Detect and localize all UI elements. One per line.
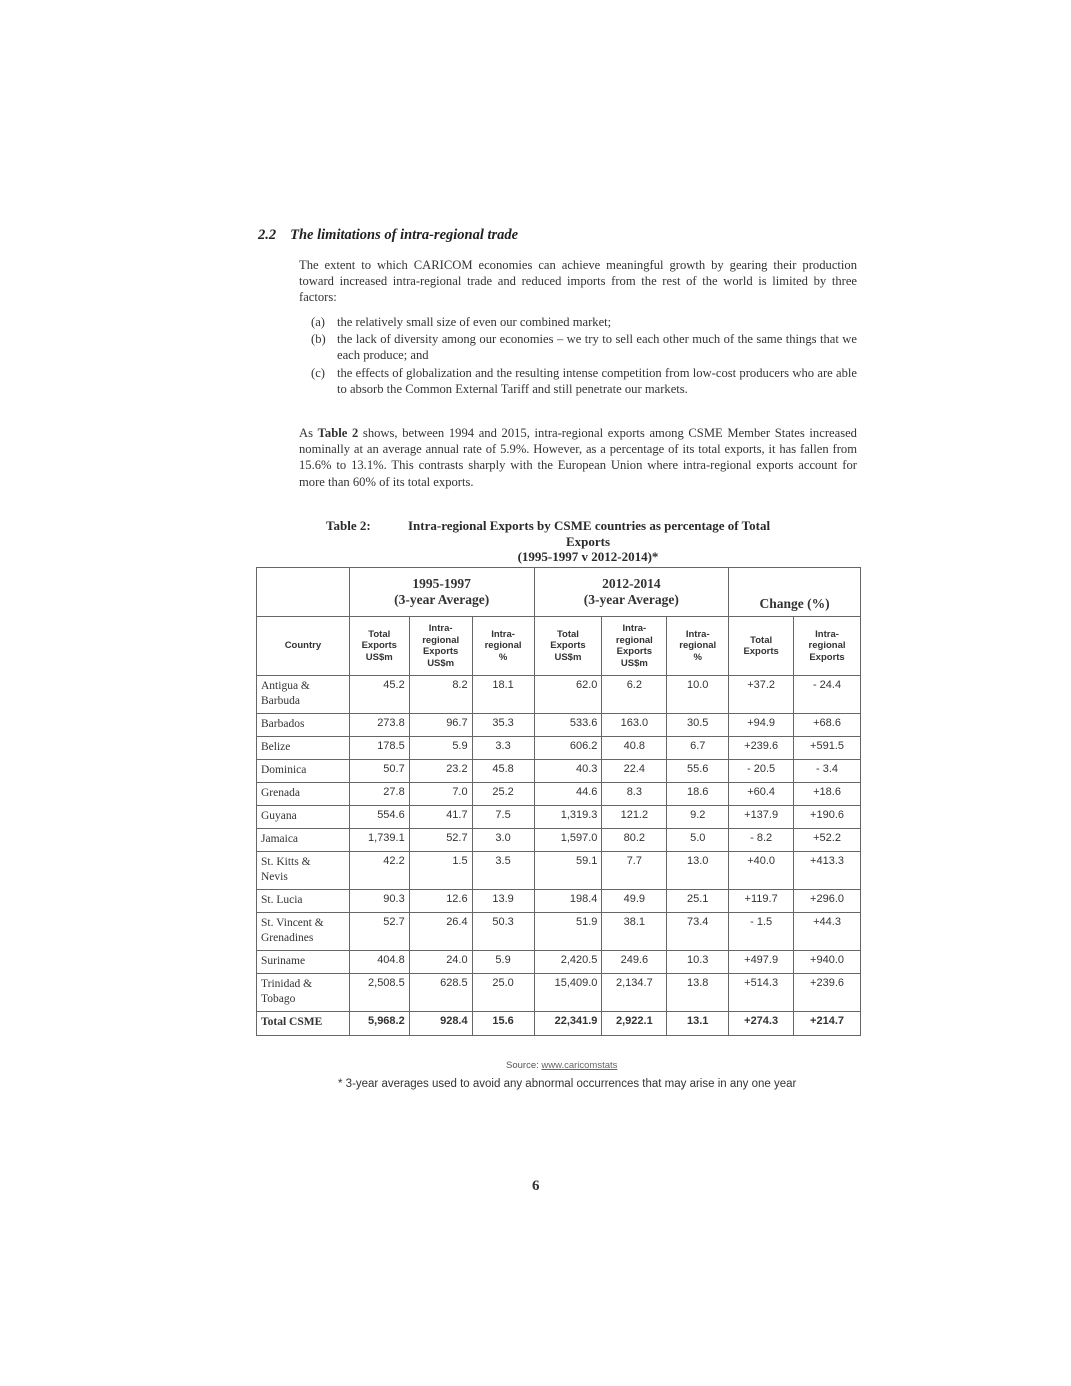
table-label: Table 2: <box>326 518 371 533</box>
table-title <box>408 518 848 565</box>
value-cell: 10.3 <box>667 951 729 974</box>
value-cell: +214.7 <box>794 1012 861 1036</box>
list-item <box>311 331 857 363</box>
page-number: 6 <box>532 1178 540 1194</box>
value-cell: 2,508.5 <box>349 974 409 1012</box>
value-cell: 90.3 <box>349 890 409 913</box>
country-cell <box>257 913 350 951</box>
group-header-1995: 1995-1997 (3-year Average) <box>349 568 534 617</box>
value-cell: 606.2 <box>534 737 602 760</box>
value-cell: - 8.2 <box>729 829 794 852</box>
country-cell <box>257 737 350 760</box>
country-cell <box>257 951 350 974</box>
corner-cell <box>257 568 350 617</box>
country-name: Suriname <box>261 955 306 967</box>
value-cell: +591.5 <box>794 737 861 760</box>
table-row <box>257 913 861 951</box>
country-name: St. Lucia <box>261 894 303 906</box>
country-cell <box>257 676 350 714</box>
value-cell: 5,968.2 <box>349 1012 409 1036</box>
value-cell: - 3.4 <box>794 760 861 783</box>
column-header-row <box>257 617 861 676</box>
value-cell: 13.1 <box>667 1012 729 1036</box>
list-item-label: (b) <box>311 332 326 347</box>
section-title: The limitations of intra-regional trade <box>290 227 519 243</box>
value-cell: 1,319.3 <box>534 806 602 829</box>
value-cell: 25.1 <box>667 890 729 913</box>
value-cell: 198.4 <box>534 890 602 913</box>
value-cell: 42.2 <box>349 852 409 890</box>
value-cell: 1.5 <box>409 852 472 890</box>
value-cell: 25.2 <box>472 783 534 806</box>
table-row <box>257 737 861 760</box>
section-number: 2.2 <box>258 227 277 243</box>
value-cell: +239.6 <box>794 974 861 1012</box>
exports-table <box>256 567 861 1036</box>
country-name: Barbados <box>261 718 305 730</box>
col-intra-exports: Intra- regional Exports US$m <box>602 617 667 676</box>
value-cell: 1,597.0 <box>534 829 602 852</box>
value-cell: 62.0 <box>534 676 602 714</box>
table-row <box>257 852 861 890</box>
country-name: Grenadines <box>261 932 314 944</box>
factor-list <box>311 314 857 398</box>
value-cell: +137.9 <box>729 806 794 829</box>
value-cell: 178.5 <box>349 737 409 760</box>
intro-paragraph: The extent to which CARICOM economies can achieve meaningful growth by gearing their production toward increased intra-regional trade and reduced imports from the rest of the world is limited by three factors: <box>299 258 857 305</box>
list-item <box>311 314 857 330</box>
value-cell: 45.8 <box>472 760 534 783</box>
value-cell: 25.0 <box>472 974 534 1012</box>
group-header-row <box>257 568 861 617</box>
value-cell: 2,922.1 <box>602 1012 667 1036</box>
table-source <box>506 1060 617 1071</box>
value-cell: +413.3 <box>794 852 861 890</box>
value-cell: 533.6 <box>534 714 602 737</box>
country-name: Dominica <box>261 764 307 776</box>
value-cell: 44.6 <box>534 783 602 806</box>
table-title-line: Exports <box>565 533 611 549</box>
value-cell: 15,409.0 <box>534 974 602 1012</box>
country-name: Trinidad & <box>261 978 313 990</box>
group-header-change: Change (%) <box>729 568 861 617</box>
table-reference: Table 2 <box>317 426 359 440</box>
value-cell: +40.0 <box>729 852 794 890</box>
value-cell: 6.2 <box>602 676 667 714</box>
table-row <box>257 951 861 974</box>
table-row <box>257 806 861 829</box>
value-cell: +119.7 <box>729 890 794 913</box>
table-row <box>257 760 861 783</box>
country-name: St. Vincent & <box>261 917 324 929</box>
value-cell: 928.4 <box>409 1012 472 1036</box>
col-change-total: Total Exports <box>729 617 794 676</box>
list-item-label: (a) <box>311 315 325 329</box>
value-cell: 23.2 <box>409 760 472 783</box>
value-cell: 52.7 <box>409 829 472 852</box>
col-total-exports: Total Exports US$m <box>534 617 602 676</box>
value-cell: 38.1 <box>602 913 667 951</box>
value-cell: 5.0 <box>667 829 729 852</box>
list-item-label: (c) <box>311 365 325 380</box>
country-cell <box>257 829 350 852</box>
value-cell: 249.6 <box>602 951 667 974</box>
value-cell: +37.2 <box>729 676 794 714</box>
value-cell: 3.5 <box>472 852 534 890</box>
value-cell: - 24.4 <box>794 676 861 714</box>
value-cell: 50.3 <box>472 913 534 951</box>
value-cell: 121.2 <box>602 806 667 829</box>
group-header-2012: 2012-2014 (3-year Average) <box>534 568 729 617</box>
country-name: Jamaica <box>261 833 299 845</box>
country-name: Nevis <box>261 871 288 883</box>
value-cell: 22.4 <box>602 760 667 783</box>
col-total-exports: Total Exports US$m <box>349 617 409 676</box>
country-cell <box>257 783 350 806</box>
list-item-text: the lack of diversity among our economies – we try to sell each other much of the same things that we each produce; and <box>337 332 857 363</box>
analysis-paragraph <box>299 425 857 490</box>
value-cell: 1,739.1 <box>349 829 409 852</box>
value-cell: 18.6 <box>667 783 729 806</box>
value-cell: 5.9 <box>472 951 534 974</box>
value-cell: 52.7 <box>349 913 409 951</box>
country-cell <box>257 714 350 737</box>
value-cell: 40.8 <box>602 737 667 760</box>
source-link[interactable]: www.caricomstats <box>541 1060 618 1071</box>
table-row <box>257 783 861 806</box>
table-row <box>257 829 861 852</box>
country-cell <box>257 890 350 913</box>
value-cell: 49.9 <box>602 890 667 913</box>
value-cell: +60.4 <box>729 783 794 806</box>
value-cell: +52.2 <box>794 829 861 852</box>
value-cell: +296.0 <box>794 890 861 913</box>
table-title-line: (1995-1997 v 2012-2014)* <box>517 549 659 564</box>
value-cell: +18.6 <box>794 783 861 806</box>
list-item-text: the relatively small size of even our combined market; <box>337 315 612 329</box>
value-cell: 8.3 <box>602 783 667 806</box>
value-cell: 3.3 <box>472 737 534 760</box>
value-cell: +239.6 <box>729 737 794 760</box>
value-cell: 13.9 <box>472 890 534 913</box>
col-change-intra: Intra- regional Exports <box>794 617 861 676</box>
table-footnote: * 3-year averages used to avoid any abnormal occurrences that may arise in any one year <box>338 1078 797 1090</box>
value-cell: +44.3 <box>794 913 861 951</box>
value-cell: 26.4 <box>409 913 472 951</box>
value-cell: 27.8 <box>349 783 409 806</box>
value-cell: +514.3 <box>729 974 794 1012</box>
value-cell: +274.3 <box>729 1012 794 1036</box>
value-cell: 41.7 <box>409 806 472 829</box>
country-name: Barbuda <box>261 695 300 707</box>
country-name: Tobago <box>261 993 296 1005</box>
value-cell: 10.0 <box>667 676 729 714</box>
value-cell: 163.0 <box>602 714 667 737</box>
value-cell: 45.2 <box>349 676 409 714</box>
value-cell: 628.5 <box>409 974 472 1012</box>
country-cell <box>257 974 350 1012</box>
value-cell: 15.6 <box>472 1012 534 1036</box>
value-cell: 2,134.7 <box>602 974 667 1012</box>
value-cell: 273.8 <box>349 714 409 737</box>
country-name: Belize <box>261 741 291 753</box>
value-cell: 7.7 <box>602 852 667 890</box>
country-cell <box>257 760 350 783</box>
value-cell: 13.8 <box>667 974 729 1012</box>
col-country: Country <box>257 617 350 676</box>
value-cell: 96.7 <box>409 714 472 737</box>
table-row <box>257 890 861 913</box>
value-cell: 30.5 <box>667 714 729 737</box>
table-title-line: Intra-regional Exports by CSME countries as percentage of Total <box>408 518 771 533</box>
table-row <box>257 714 861 737</box>
value-cell: 8.2 <box>409 676 472 714</box>
value-cell: 55.6 <box>667 760 729 783</box>
source-label: Source: <box>506 1060 542 1071</box>
table-row <box>257 676 861 714</box>
value-cell: 404.8 <box>349 951 409 974</box>
value-cell: 9.2 <box>667 806 729 829</box>
country-name: Grenada <box>261 787 300 799</box>
value-cell: +190.6 <box>794 806 861 829</box>
value-cell: +940.0 <box>794 951 861 974</box>
value-cell: +68.6 <box>794 714 861 737</box>
country-name: Antigua & <box>261 680 310 692</box>
value-cell: 80.2 <box>602 829 667 852</box>
value-cell: 59.1 <box>534 852 602 890</box>
value-cell: 554.6 <box>349 806 409 829</box>
value-cell: 2,420.5 <box>534 951 602 974</box>
col-intra-pct: Intra- regional % <box>667 617 729 676</box>
value-cell: +94.9 <box>729 714 794 737</box>
value-cell: 13.0 <box>667 852 729 890</box>
col-intra-pct: Intra- regional % <box>472 617 534 676</box>
total-row <box>257 1012 861 1036</box>
country-cell <box>257 806 350 829</box>
value-cell: 73.4 <box>667 913 729 951</box>
value-cell: 50.7 <box>349 760 409 783</box>
value-cell: 22,341.9 <box>534 1012 602 1036</box>
table-row <box>257 974 861 1012</box>
country-name: St. Kitts & <box>261 856 311 868</box>
value-cell: - 20.5 <box>729 760 794 783</box>
value-cell: 3.0 <box>472 829 534 852</box>
value-cell: 7.5 <box>472 806 534 829</box>
total-label: Total CSME <box>257 1012 350 1036</box>
value-cell: 12.6 <box>409 890 472 913</box>
value-cell: 7.0 <box>409 783 472 806</box>
paragraph-text: As <box>299 426 318 440</box>
value-cell: 51.9 <box>534 913 602 951</box>
list-item-text: the effects of globalization and the resulting intense competition from low-cost producers who are able to absorb the Common External Tariff and still penetrate our markets. <box>337 365 857 396</box>
value-cell: - 1.5 <box>729 913 794 951</box>
value-cell: 6.7 <box>667 737 729 760</box>
col-intra-exports: Intra- regional Exports US$m <box>409 617 472 676</box>
value-cell: 18.1 <box>472 676 534 714</box>
paragraph-text: shows, between 1994 and 2015, intra-regional exports among CSME Member States increased nominally at an average annual rate of 5.9%. However, as a percentage of its total exports, it has fallen from 15.6% to 13.1%. This contrasts sharply with the European Union where intra-regional exports account for more than 60% of its total exports. <box>299 426 857 489</box>
country-name: Guyana <box>261 810 297 822</box>
section-heading <box>258 227 518 244</box>
value-cell: 24.0 <box>409 951 472 974</box>
table-body <box>257 676 861 1036</box>
list-item <box>311 365 857 397</box>
value-cell: +497.9 <box>729 951 794 974</box>
country-cell <box>257 852 350 890</box>
value-cell: 40.3 <box>534 760 602 783</box>
value-cell: 5.9 <box>409 737 472 760</box>
value-cell: 35.3 <box>472 714 534 737</box>
